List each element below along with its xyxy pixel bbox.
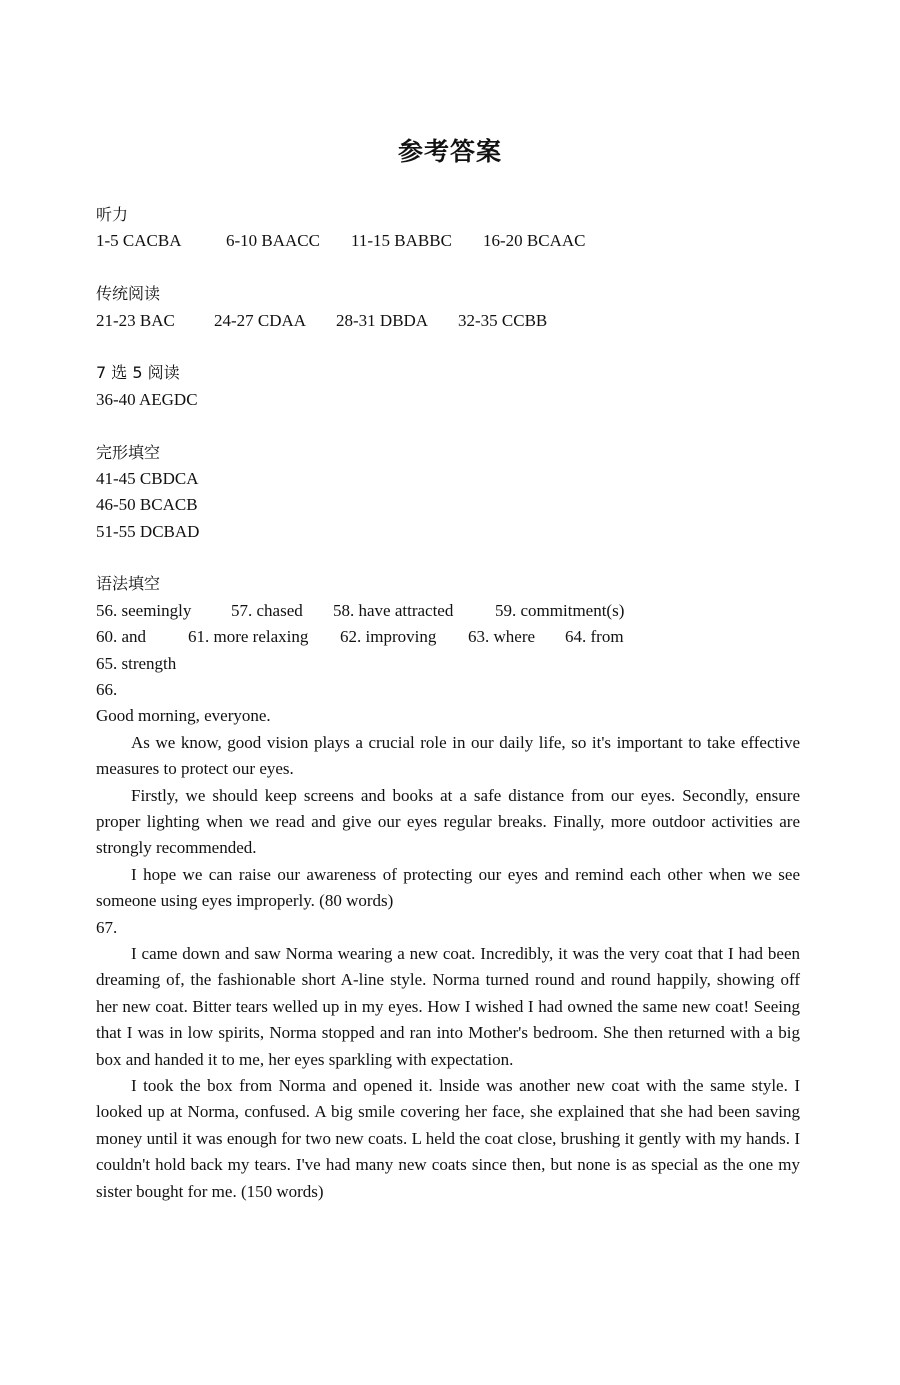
seven-five-answers xyxy=(96,387,800,413)
cloze-answers: 51-55 DCBAD xyxy=(96,521,200,541)
grammar-answer: 64. from xyxy=(565,627,624,647)
grammar-answer: 57. chased xyxy=(231,600,303,620)
essay-paragraph: I hope we can raise our awareness of protecting our eyes and remind each other when we see someone using eyes improperly. (80 words) xyxy=(96,864,800,911)
grammar-answers-row xyxy=(96,651,800,677)
grammar-answers-row xyxy=(96,624,800,650)
listening-answers xyxy=(96,228,800,254)
speech-greeting: Good morning, everyone. xyxy=(96,706,271,726)
seven-five-heading: 7 选 5 阅读 xyxy=(96,363,180,383)
page-title: 参考答案 xyxy=(397,137,502,166)
cloze-answers: 41-45 CBDCA xyxy=(96,468,199,488)
essay-paragraph: Firstly, we should keep screens and books at a safe distance from our eyes. Secondly, ensure proper lighting when we read and give our eyes regular breaks. Finally, more outdoor activities are strongly recommended. xyxy=(96,785,800,858)
grammar-answer: 56. seemingly xyxy=(96,600,192,620)
answer-group: 21-23 BAC xyxy=(96,310,175,330)
answer-group: 28-31 DBDA xyxy=(336,310,429,330)
cloze-answers: 46-50 BCACB xyxy=(96,495,198,515)
grammar-answer: 62. improving xyxy=(340,627,437,647)
essay-paragraph: I came down and saw Norma wearing a new coat. Incredibly, it was the very coat that I had been dreaming of, the fashionable short A-line style. Norma turned round and round happily, showing off her new coat. Bitter tears welled up in my eyes. How I wished I had owned the same new coat! Seeing that I was in low spirits, Norma stopped and ran into Mother's bedroom. She then returned with a big box and handed it to me, her eyes sparkling with expectation. xyxy=(96,944,800,1069)
reading-answers xyxy=(96,308,800,334)
grammar-answers-row xyxy=(96,598,800,624)
answer-group: 11-15 BABBC xyxy=(351,231,452,251)
grammar-answer: 65. strength xyxy=(96,653,177,673)
answer-group: 24-27 CDAA xyxy=(214,310,307,330)
grammar-answer: 59. commitment(s) xyxy=(495,600,625,620)
essay-paragraph: I took the box from Norma and opened it. lnside was another new coat with the same style. I looked up at Norma, confused. A big smile covering her face, she explained that she had been saving money until it was enough for two new coats. L held the coat close, brushing it gently with my hands. I couldn't hold back my tears. I've had many new coats since then, but none is as special as the one my sister bought for me. (150 words) xyxy=(96,1076,800,1201)
grammar-heading: 语法填空 xyxy=(96,574,161,594)
question-67-number: 67. xyxy=(96,917,118,937)
cloze-heading: 完形填空 xyxy=(96,442,161,462)
answer-group: 36-40 AEGDC xyxy=(96,389,198,409)
answer-group: 32-35 CCBB xyxy=(458,310,548,330)
grammar-answer: 63. where xyxy=(468,627,536,647)
answer-group: 16-20 BCAAC xyxy=(483,231,586,251)
grammar-answer: 60. and xyxy=(96,627,147,647)
question-66-number: 66. xyxy=(96,680,118,700)
essay-paragraph: As we know, good vision plays a crucial role in our daily life, so it's important to take effective measures to protect our eyes. xyxy=(96,732,800,779)
reading-heading: 传统阅读 xyxy=(96,284,161,304)
grammar-answer: 58. have attracted xyxy=(333,600,454,620)
answer-content xyxy=(96,202,800,1205)
grammar-answer: 61. more relaxing xyxy=(188,627,309,647)
answer-group: 1-5 CACBA xyxy=(96,231,182,251)
answer-group: 6-10 BAACC xyxy=(226,231,320,251)
listening-heading: 听力 xyxy=(96,205,129,224)
